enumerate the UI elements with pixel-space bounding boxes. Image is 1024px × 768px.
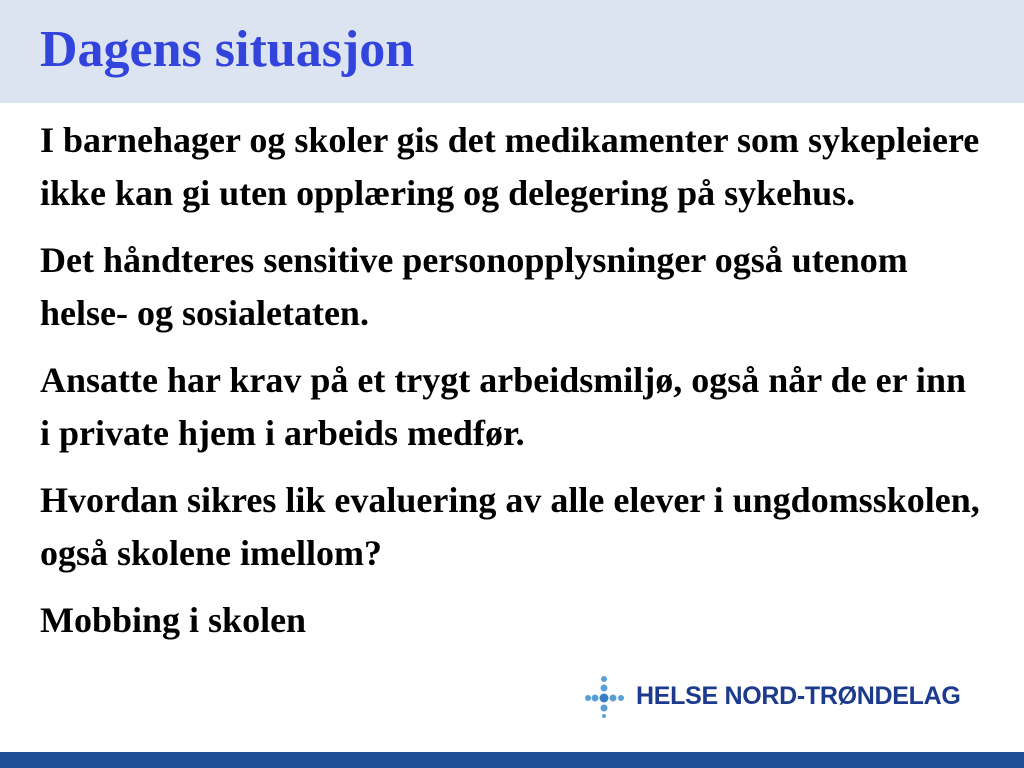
bullet-paragraph-4: Hvordan sikres lik evaluering av alle elever i ungdomsskolen, også skolene imellom? bbox=[40, 480, 980, 573]
bullet-paragraph-3: Ansatte har krav på et trygt arbeidsmiljø, også når de er inn i private hjem i arbeids medfør. bbox=[40, 360, 966, 453]
bullet-paragraph-2: Det håndteres sensitive personopplysninger også utenom helse- og sosialetaten. bbox=[40, 240, 908, 333]
bottom-bar bbox=[0, 752, 1024, 768]
logo-dots-icon bbox=[582, 674, 626, 718]
bullet-paragraph-5: Mobbing i skolen bbox=[40, 600, 307, 640]
logo-text: HELSE NORD-TRØNDELAG bbox=[636, 681, 961, 710]
helse-nord-trondelag-logo bbox=[582, 674, 961, 718]
slide-title: Dagens situasjon bbox=[40, 21, 415, 78]
slide-body bbox=[40, 114, 980, 661]
bullet-paragraph-1: I barnehager og skoler gis det medikamenter som sykepleiere ikke kan gi uten opplæring og delegering på sykehus. bbox=[40, 120, 980, 213]
